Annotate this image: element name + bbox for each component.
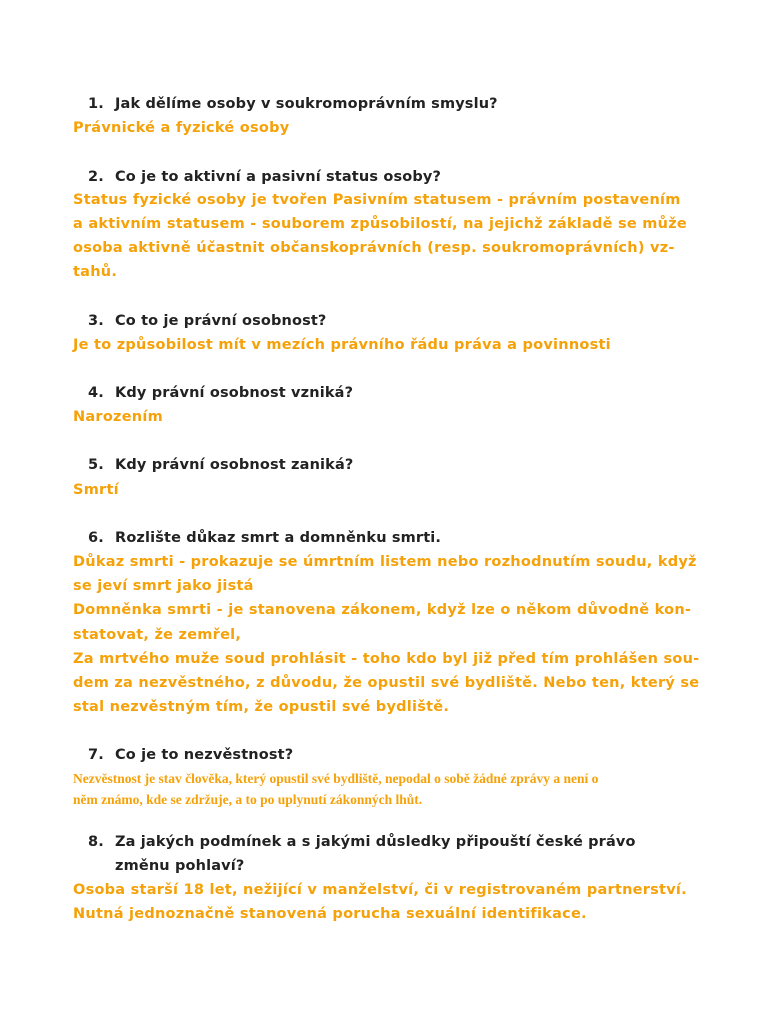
question-number: 2. — [88, 169, 104, 185]
question-8 — [88, 834, 636, 850]
answer-2-line-3: osoba aktivně účastnit občanskoprávních (resp. soukromoprávních) vz- — [73, 240, 675, 256]
question-1 — [88, 96, 498, 112]
question-text: Kdy právní osobnost vzniká? — [115, 385, 354, 401]
answer-6-line-6: dem za nezvěstného, z důvodu, že opustil své bydliště. Nebo ten, který se — [73, 675, 700, 691]
question-7 — [88, 747, 293, 763]
question-text: Kdy právní osobnost zaniká? — [115, 457, 354, 473]
answer-7-line-2: něm známo, kde se zdržuje, a to po uplynutí zákonných lhůt. — [73, 792, 423, 807]
answer-1-line-1: Právnické a fyzické osoby — [73, 120, 290, 136]
answer-3-line-1: Je to způsobilost mít v mezích právního řádu práva a povinnosti — [73, 337, 611, 353]
question-3 — [88, 313, 327, 329]
question-text: Co to je právní osobnost? — [115, 313, 327, 329]
answer-6-line-4: statovat, že zemřel, — [73, 627, 242, 643]
answer-2-line-4: tahů. — [73, 264, 118, 280]
answer-6-line-2: se jeví smrt jako jistá — [73, 578, 254, 594]
question-text: Jak dělíme osoby v soukromoprávním smyslu? — [115, 96, 498, 112]
answer-2-line-2: a aktivním statusem - souborem způsobilostí, na jejichž základě se může — [73, 216, 688, 232]
question-number: 1. — [88, 96, 104, 112]
question-8-line-2: změnu pohlaví? — [115, 858, 245, 874]
answer-8-line-1: Osoba starší 18 let, nežijící v manželství, či v registrovaném partnerství. — [73, 882, 687, 898]
answer-8-line-2: Nutná jednoznačně stanovená porucha sexuální identifikace. — [73, 906, 587, 922]
question-text: Rozlište důkaz smrt a domněnku smrti. — [115, 530, 442, 546]
answer-6-line-5: Za mrtvého muže soud prohlásit - toho kdo byl již před tím prohlášen sou- — [73, 651, 700, 667]
question-number: 6. — [88, 530, 104, 546]
answer-4-line-1: Narozením — [73, 409, 163, 425]
answer-6-line-1: Důkaz smrti - prokazuje se úmrtním listem nebo rozhodnutím soudu, když — [73, 554, 697, 570]
question-2 — [88, 169, 441, 185]
answer-6-line-3: Domněnka smrti - je stanovena zákonem, když lze o někom důvodně kon- — [73, 602, 692, 618]
question-text: Co je to aktivní a pasivní status osoby? — [115, 169, 442, 185]
answer-5-line-1: Smrtí — [73, 482, 119, 498]
question-6 — [88, 530, 441, 546]
question-number: 3. — [88, 313, 104, 329]
question-text: Za jakých podmínek a s jakými důsledky připouští české právo — [115, 834, 636, 850]
question-4 — [88, 385, 353, 401]
answer-6-line-7: stal nezvěstným tím, že opustil své bydliště. — [73, 699, 450, 715]
question-5 — [88, 457, 353, 473]
question-number: 4. — [88, 385, 104, 401]
question-number: 8. — [88, 834, 104, 850]
answer-7-line-1: Nezvěstnost je stav člověka, který opustil své bydliště, nepodal o sobě žádné zprávy a není o — [73, 771, 599, 786]
answer-2-line-1: Status fyzické osoby je tvořen Pasivním statusem - právním postavením — [73, 192, 681, 208]
question-text: Co je to nezvěstnost? — [115, 747, 294, 763]
question-number: 5. — [88, 457, 104, 473]
question-number: 7. — [88, 747, 104, 763]
